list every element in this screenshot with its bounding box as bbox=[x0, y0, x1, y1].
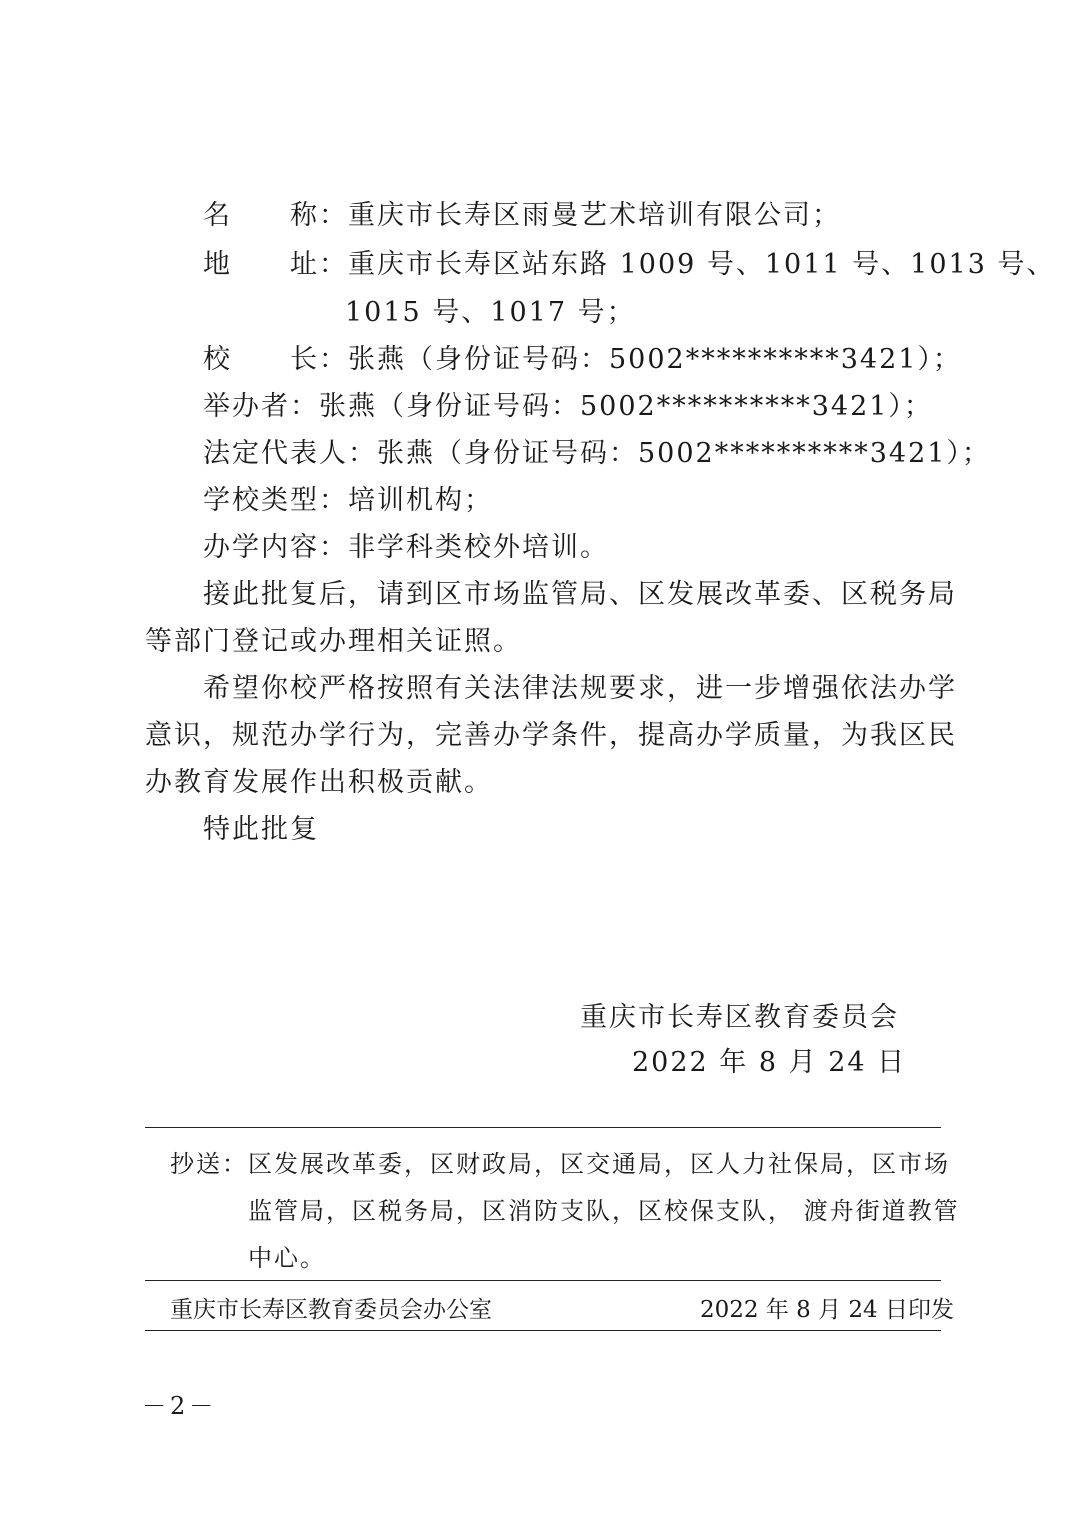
field-legal-rep-label: 法定代表人： bbox=[203, 438, 377, 469]
field-name bbox=[203, 196, 841, 236]
paragraph-2-line-2: 意识，规范办学行为，完善办学条件，提高办学质量，为我区民 bbox=[145, 720, 957, 751]
field-name-label: 名 称： bbox=[203, 200, 348, 231]
footer-print-date: 2022 年 8 月 24 日印发 bbox=[700, 1297, 954, 1323]
signature-date: 2022 年 8 月 24 日 bbox=[632, 1047, 907, 1078]
field-content bbox=[203, 528, 609, 568]
field-address-value-line2: 1015 号、1017 号； bbox=[345, 297, 636, 328]
field-principal-label: 校 长： bbox=[203, 344, 348, 375]
paragraph-1-line-2: 等部门登记或办理相关证照。 bbox=[145, 626, 522, 657]
paragraph-2-line-1: 希望你校严格按照有关法律法规要求，进一步增强依法办学 bbox=[203, 673, 957, 704]
divider-top bbox=[145, 1127, 941, 1128]
closing-text: 特此批复 bbox=[203, 814, 319, 845]
field-organizer-label: 举办者： bbox=[203, 391, 319, 422]
field-content-label: 办学内容： bbox=[203, 532, 348, 563]
cc-label: 抄送： bbox=[170, 1150, 248, 1178]
footer-issuer: 重庆市长寿区教育委员会办公室 bbox=[170, 1297, 492, 1323]
field-address-label: 地 址： bbox=[203, 249, 348, 280]
cc-line-1 bbox=[170, 1146, 950, 1182]
cc-text-line-2: 监管局，区税务局，区消防支队，区校保支队， 渡舟街道教管 bbox=[248, 1197, 960, 1225]
field-organizer bbox=[203, 387, 933, 427]
field-school-type-label: 学校类型： bbox=[203, 485, 348, 516]
field-legal-rep bbox=[203, 434, 991, 474]
field-name-value: 重庆市长寿区雨曼艺术培训有限公司； bbox=[348, 200, 841, 231]
field-organizer-value: 张燕（身份证号码：5002**********3421）； bbox=[319, 391, 933, 422]
divider-middle bbox=[145, 1280, 941, 1281]
paragraph-1-line-1: 接此批复后，请到区市场监管局、区发展改革委、区税务局 bbox=[203, 579, 957, 610]
paragraph-2-line-3: 办教育发展作出积极贡献。 bbox=[145, 767, 493, 798]
field-principal-value: 张燕（身份证号码：5002**********3421）； bbox=[348, 344, 962, 375]
field-address-value-line1: 重庆市长寿区站东路 1009 号、1011 号、1013 号、 bbox=[348, 249, 1056, 280]
field-legal-rep-value: 张燕（身份证号码：5002**********3421）； bbox=[377, 438, 991, 469]
cc-text-line-1: 区发展改革委，区财政局，区交通局，区人力社保局，区市场 bbox=[248, 1150, 950, 1178]
page-number: －2－ bbox=[142, 1392, 218, 1420]
signature-org: 重庆市长寿区教育委员会 bbox=[580, 1002, 899, 1033]
cc-text-line-3: 中心。 bbox=[248, 1244, 326, 1272]
field-content-value: 非学科类校外培训。 bbox=[348, 532, 609, 563]
divider-bottom bbox=[145, 1330, 941, 1331]
field-principal bbox=[203, 340, 962, 380]
field-school-type-value: 培训机构； bbox=[348, 485, 493, 516]
field-address bbox=[203, 245, 1055, 285]
field-school-type bbox=[203, 481, 493, 521]
